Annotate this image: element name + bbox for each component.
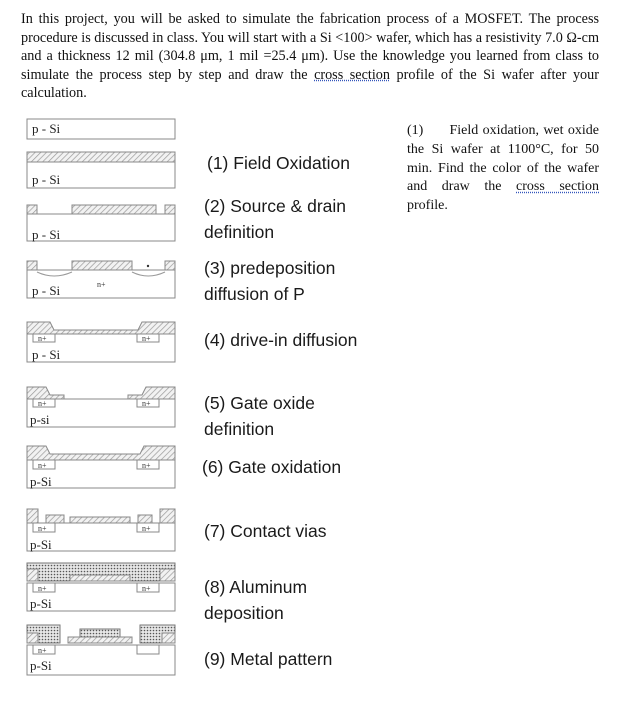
n-plus-right-label: n+: [142, 334, 151, 343]
step-8-label: (8) Aluminum deposition: [204, 577, 308, 623]
substrate-label: p - Si: [32, 347, 61, 362]
n-plus-right-label: n+: [142, 461, 151, 470]
substrate-label: p-Si: [30, 596, 52, 611]
step-5-label: (5) Gate oxide definition: [204, 393, 315, 439]
figure-step-8: [20, 561, 176, 613]
figure-step-5: [20, 383, 176, 429]
figure-step-9: [20, 623, 176, 677]
substrate-label: p - Si: [32, 172, 61, 187]
n-plus-right-label: n+: [142, 399, 151, 408]
step-7-label: (7) Contact vias: [204, 521, 327, 541]
n-plus-left-label: n+: [38, 646, 47, 655]
step-3-label: (3) predeposition diffusion of P: [204, 258, 336, 304]
intro-text-before: In this project, you will be asked to simulate the fabrication process of a MOSFET. The process procedure is discussed in class. You will start with a Si <100> wafer, which has a resistivity 7.0 Ω-cm and a thickness 12 mil (304.8 μm, 1 mil =25.4 μm). Use the knowledge you learned from class to simulate the process step by step and draw the: [21, 11, 599, 83]
n-plus-left-label: n+: [38, 524, 47, 533]
step-1-label: (1) Field Oxidation: [207, 153, 350, 173]
figure-step-2: [20, 203, 176, 243]
figure-step-4: [20, 318, 176, 364]
figure-step-3: [20, 258, 176, 300]
n-plus-right-label: n+: [142, 584, 151, 593]
question-underlined: cross section: [516, 179, 599, 195]
intro-underlined: cross section: [314, 66, 390, 83]
substrate-label: p - Si: [32, 283, 61, 298]
substrate-label: p - Si: [32, 121, 61, 136]
substrate-label: p-Si: [30, 658, 52, 673]
n-plus-left-label: n+: [38, 461, 47, 470]
n-plus-left-label: n+: [38, 399, 47, 408]
intro-paragraph: [21, 10, 599, 103]
step-2-label: (2) Source & drain definition: [204, 196, 347, 242]
question-text-after: profile.: [407, 198, 448, 214]
substrate-label: p - Si: [32, 227, 61, 242]
question-paragraph: [407, 122, 599, 216]
n-plus-left-label: n+: [38, 334, 47, 343]
question-text-before: (1) Field oxidation, wet oxide the Si wafer at 1100°C, for 50 min. Find the color of the wafer and draw the: [407, 123, 599, 195]
n-plus-right-label: n+: [142, 524, 151, 533]
intro-text-after: profile of the Si wafer after your calculation.: [21, 66, 599, 102]
step-9-label: (9) Metal pattern: [204, 649, 333, 669]
step-6-label: (6) Gate oxidation: [202, 457, 342, 477]
n-plus-left-label: n+: [38, 584, 47, 593]
figure-step-6: [20, 442, 176, 490]
substrate-label: p-Si: [30, 537, 52, 552]
step-4-label: (4) drive-in diffusion: [204, 330, 358, 350]
figure-substrate: [20, 117, 176, 141]
substrate-label: p-si: [30, 412, 50, 427]
figure-step-7: [20, 505, 176, 553]
substrate-label: p-Si: [30, 474, 52, 489]
n-plus-label: n+: [97, 280, 106, 289]
figure-step-1: [20, 150, 176, 190]
